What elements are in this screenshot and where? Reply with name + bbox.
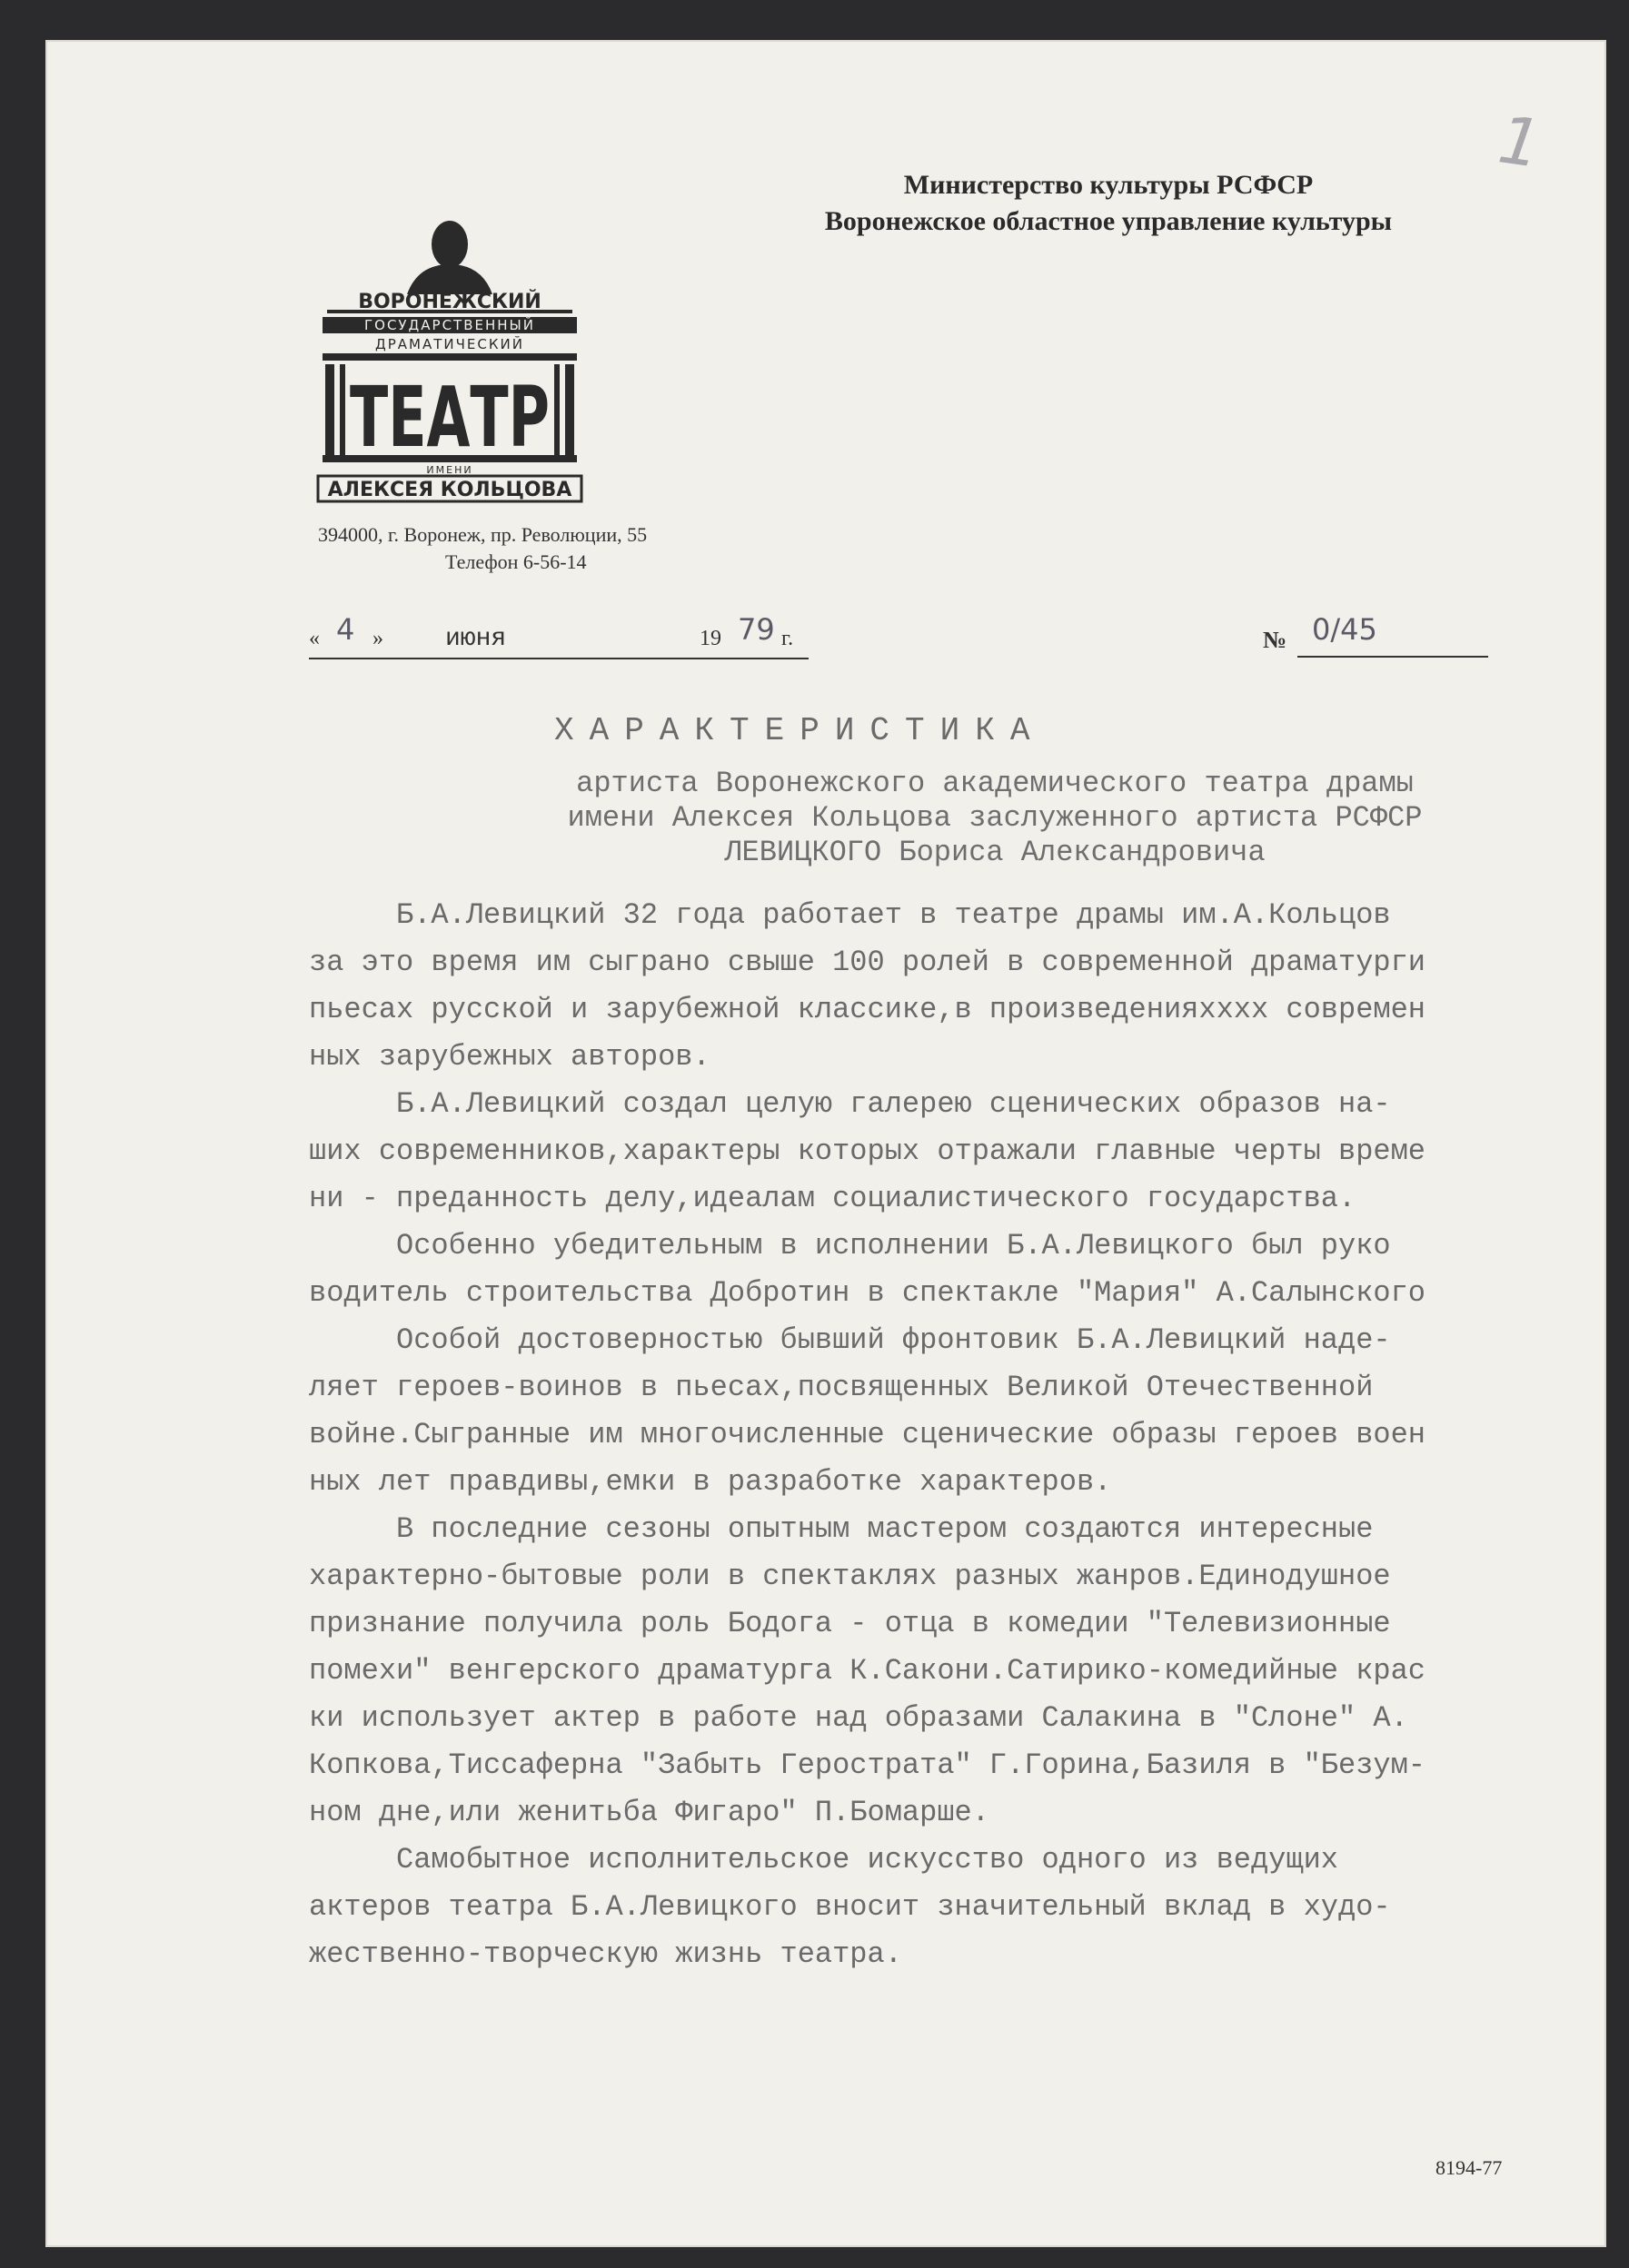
body-line: ни - преданность делу,идеалам социалистического государства. [309,1182,1356,1215]
logo-line-4: ИМЕНИ [426,464,473,476]
ministry-line-1: Министерство культуры РСФСР [903,170,1314,200]
document-page [45,40,1606,2247]
date-year-prefix: 19 [700,627,721,650]
document-subtitle [472,767,1517,870]
address-street: 394000, г. Воронеж, пр. Революции, 55 [318,523,648,546]
catalog-number: 8194-77 [1435,2156,1503,2179]
body-line: Особенно убедительным в исполнении Б.А.Левицкого был руко [309,1229,1391,1263]
document-body [309,892,1563,1978]
body-line: ных зарубежных авторов. [309,1040,710,1074]
address-phone: Телефон 6-56-14 [445,550,587,573]
ministry-line-2: Воронежское областное управление культуры [824,206,1393,236]
theatre-logo [309,208,591,503]
body-line: водитель строительства Добротин в спектакле "Мария" А.Салынского [309,1276,1425,1310]
date-field [309,612,809,659]
body-line: актеров театра Б.А.Левицкого вносит значительный вклад в худо- [309,1890,1391,1924]
body-line: войне.Сыгранные им многочисленные сценические образы героев воен [309,1418,1425,1451]
registration-value: 0/45 [1312,612,1377,647]
ministry-header [754,167,1463,240]
date-close-quote: » [372,627,383,650]
body-line: В последние сезоны опытным мастером создаются интересные [309,1512,1374,1546]
body-line: за это время им сыграно свыше 100 ролей в современной драматурги [309,946,1425,979]
body-line: характерно-бытовые роли в спектаклях разных жанров.Единодушное [309,1560,1391,1593]
body-line: ки использует актер в работе над образами Салакина в "Слоне" А. [309,1701,1408,1735]
body-line: жественно-творческую жизнь театра. [309,1937,902,1971]
logo-main-word: ТЕАТР [350,369,550,466]
body-line: ном дне,или женитьба Фигаро" П.Бомарше. [309,1796,989,1829]
date-month: июня [445,625,507,653]
subtitle-line: артиста Воронежского академического театра драмы [576,767,1414,800]
body-line: пьесах русской и зарубежной классике,в произведенияхххх современ [309,993,1425,1026]
theatre-address [318,521,772,576]
date-year-unit: г. [781,627,794,650]
body-line: Особой достоверностью бывший фронтовик Б.А.Левицкий наде- [309,1323,1391,1357]
logo-line-5: АЛЕКСЕЯ КОЛЬЦОВА [327,479,572,501]
body-line: Копкова,Тиссаферна "Забыть Герострата" Г.Горина,Базиля в "Безум- [309,1748,1425,1782]
logo-line-2: ГОСУДАРСТВЕННЫЙ [363,317,536,333]
date-day: 4 [336,612,355,647]
document-title: ХАРАКТЕРИСТИКА [554,712,1046,749]
body-line: ных лет правдивы,емки в разработке характеров. [309,1465,1112,1499]
body-line: помехи" венгерского драматурга К.Сакони.Сатирико-комедийные крас [309,1654,1425,1688]
subtitle-line: ЛЕВИЦКОГО Бориса Александровича [724,836,1266,869]
body-line: Б.А.Левицкий 32 года работает в театре драмы им.А.Кольцов [309,898,1391,932]
handwritten-page-number: 1 [1494,101,1546,183]
body-line: ляет героев-воинов в пьесах,посвященных Великой Отечественной [309,1371,1374,1404]
body-line: ших современников,характеры которых отражали главные черты време [309,1134,1425,1168]
registration-number-field [1263,612,1490,658]
body-line: признание получила роль Бодога - отца в комедии "Телевизионные [309,1607,1391,1640]
body-line: Самобытное исполнительское искусство одного из ведущих [309,1843,1338,1877]
registration-value-line [1297,612,1488,658]
subtitle-line: имени Алексея Кольцова заслуженного артиста РСФСР [567,801,1423,835]
date-year-suffix: 79 [738,612,775,647]
logo-line-3: ДРАМАТИЧЕСКИЙ [375,336,524,352]
logo-line-1: ВОРОНЕЖСКИЙ [358,291,541,313]
date-open-quote: « [309,627,320,650]
body-line: Б.А.Левицкий создал целую галерею сценических образов на- [309,1087,1391,1121]
registration-label: № [1263,627,1287,653]
